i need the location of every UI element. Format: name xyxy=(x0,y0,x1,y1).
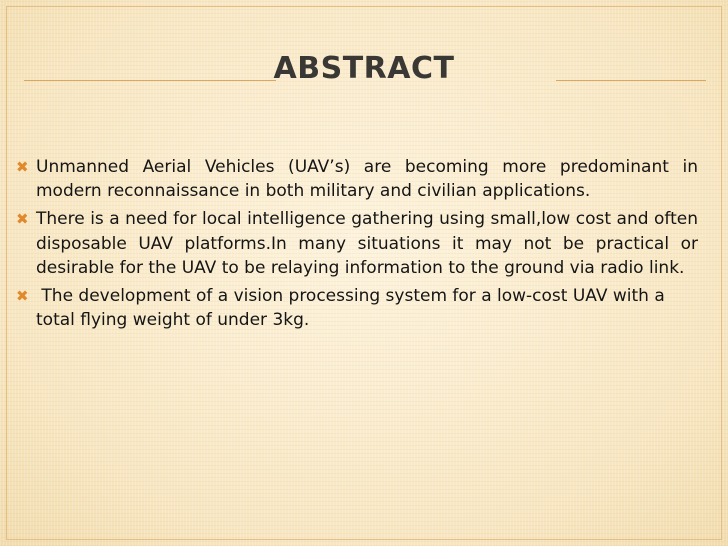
bullet-item xyxy=(16,155,698,203)
slide-title: ABSTRACT xyxy=(273,51,455,86)
bullet-text: Unmanned Aerial Vehicles (UAV’s) are becoming more predominant in modern reconnaissance in both military and civilian applications. xyxy=(36,157,698,202)
bullet-text: The development of a vision processing system for a low-cost UAV with a total flying weight of under 3kg. xyxy=(36,286,671,331)
x-mark-icon: ✖ xyxy=(16,210,29,229)
slide-body xyxy=(16,155,698,336)
bullet-item xyxy=(16,284,698,332)
bullet-item xyxy=(16,207,698,280)
x-mark-icon: ✖ xyxy=(16,287,29,306)
bullet-text: There is a need for local intelligence gathering using small,low cost and often disposable UAV platforms.In many situations it may not be practical or desirable for the UAV to be relaying information to the ground via radio link. xyxy=(36,209,698,278)
x-mark-icon: ✖ xyxy=(16,158,29,176)
